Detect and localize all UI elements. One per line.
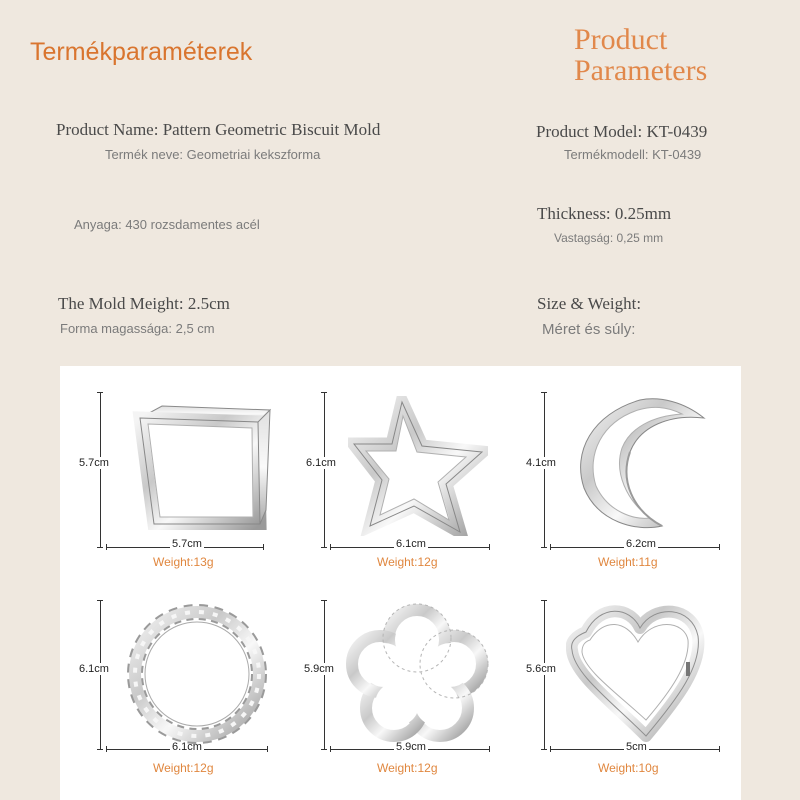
height-label: 4.1cm [526,457,556,469]
height-label: 5.6cm [526,663,556,675]
star-cutter-image [348,396,488,536]
height-label: 6.1cm [79,663,109,675]
heart-cutter-image [566,602,706,742]
weight-label: Weight:10g [598,761,659,775]
height-label: 5.9cm [304,663,334,675]
weight-label: Weight:12g [377,555,438,569]
width-label: 6.1cm [396,538,426,550]
product-name-en: Product Name: Pattern Geometric Biscuit Mold [56,120,381,139]
size-weight-en: Size & Weight: [537,294,642,313]
title-en-line2: Parameters [574,54,708,87]
scalloped-circle-cutter-image [122,602,272,744]
weight-label: Weight:12g [377,761,438,775]
size-weight-hu: Méret és súly: [542,321,636,338]
height-label: 5.7cm [79,457,109,469]
title-en-line1: Product [574,23,668,56]
molds-panel [60,366,741,800]
square-cutter-image [132,400,272,530]
thickness-hu: Vastagság: 0,25 mm [554,231,664,245]
mold-height-hu: Forma magassága: 2,5 cm [60,321,215,336]
thickness-en: Thickness: 0.25mm [537,204,672,223]
weight-label: Weight:11g [598,555,658,569]
width-label: 5.9cm [396,741,426,753]
weight-label: Weight:12g [153,761,214,775]
material-hu: Anyaga: 430 rozsdamentes acél [74,217,260,232]
product-name-hu: Termék neve: Geometriai kekszforma [105,147,321,162]
product-model-en: Product Model: KT-0439 [536,122,708,141]
product-model-hu: Termékmodell: KT-0439 [564,147,702,162]
width-label: 5cm [626,741,647,753]
weight-label: Weight:13g [153,555,214,569]
page-title-english [574,24,707,86]
page-title-hungarian: Termékparaméterek [30,38,253,66]
width-label: 6.1cm [172,741,202,753]
height-label: 6.1cm [306,457,336,469]
moon-cutter-image [568,392,718,534]
flower-cutter-image [342,600,492,746]
mold-height-en: The Mold Meight: 2.5cm [58,294,230,313]
width-label: 6.2cm [626,538,656,550]
width-label: 5.7cm [172,538,202,550]
